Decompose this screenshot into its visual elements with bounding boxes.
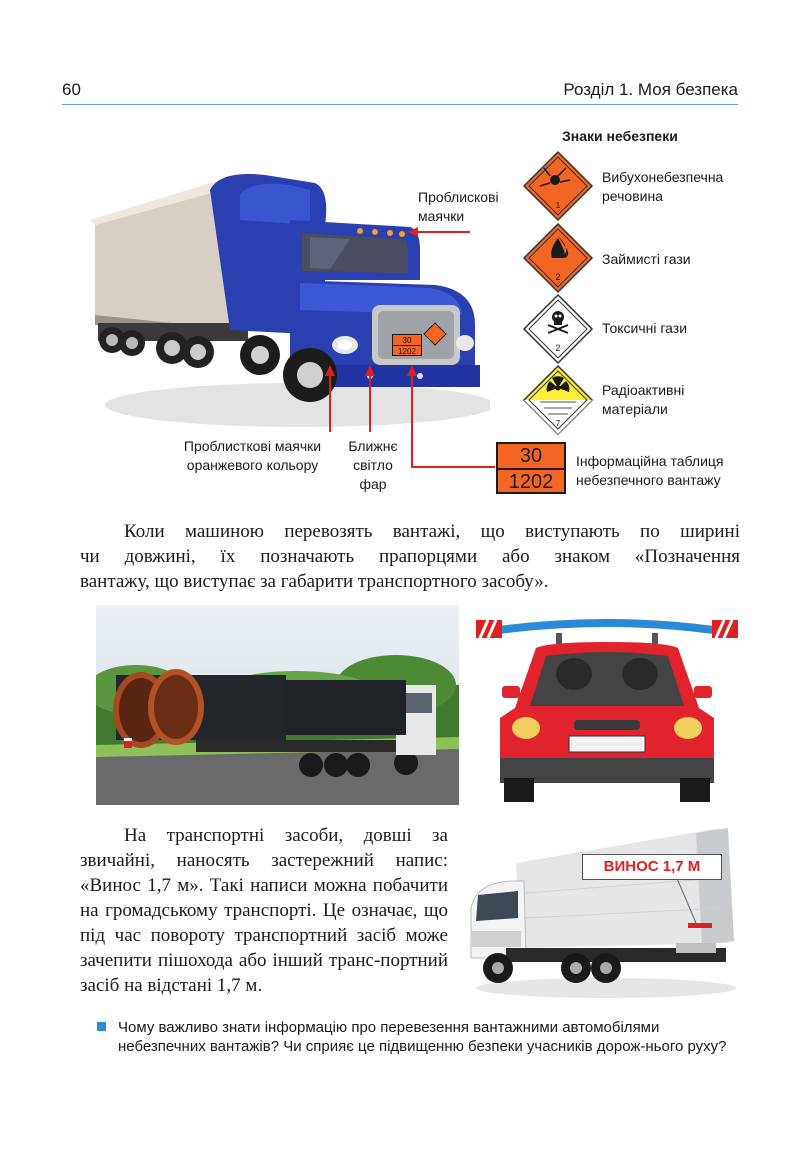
- toxic-gas-label-line1: Токсичні гази: [602, 320, 688, 336]
- orange-lights-label: [170, 437, 335, 475]
- paragraph1-line1: Коли машиною перевозять вантажі, що виступають по ширині: [124, 521, 740, 542]
- toxic-gas-sign-icon: [522, 293, 594, 365]
- beacons-label-line2: маячки: [418, 208, 465, 224]
- hazard-signs-title: Знаки небезпеки: [562, 128, 678, 144]
- explosive-class-number: 1: [555, 201, 561, 210]
- paragraph1-line3: вантажу, що виступає за габарити транспортного засобу».: [80, 571, 549, 592]
- info-plate-label-line2: небезпечного вантажу: [576, 472, 721, 488]
- beacons-label: [418, 188, 499, 226]
- discussion-question: Чому важливо знати інформацію про перевезення вантажними автомобілями небезпечних вантажів? Чи сприяє це підвищенню безпеки учасників дорож-нього руху?: [118, 1019, 727, 1055]
- explosive-label-line1: Вибухонебезпечна: [602, 169, 724, 185]
- radioactive-sign-icon: [522, 364, 594, 436]
- info-plate-top-number: 30: [498, 444, 564, 470]
- flammable-gas-label: [602, 250, 691, 269]
- low-beam-label-line1: Ближнє: [348, 438, 398, 454]
- page-number: 60: [62, 80, 81, 99]
- question-bullet-icon: [97, 1022, 106, 1031]
- orange-lights-label-line1: Проблисткові маячки: [183, 438, 322, 454]
- radioactive-label-line1: Радіоактивні: [602, 382, 685, 398]
- truck-plate-top-number: 30: [393, 335, 421, 346]
- explosive-label-line2: речовина: [602, 188, 663, 204]
- orange-lights-label-line2: оранжевого кольору: [186, 457, 319, 473]
- header-divider: [62, 104, 738, 105]
- van-overhang-photo: [466, 823, 738, 1001]
- flammable-gas-label-line1: Займисті гази: [602, 251, 691, 267]
- paragraph-overhang-warning: На транспортні засоби, довші за звичайні, наносять застережний напис: «Винос 1,7 м». Такі написи можна побачити на громадському транспорті. Це означає, що під час повороту транспортний засіб може зачепити пішохода або інший транс-портний засіб на відстані 1,7 м.: [80, 825, 448, 996]
- truck-plate-bottom-number: 1202: [398, 346, 416, 356]
- low-beam-label: [338, 437, 408, 494]
- toxic-gas-label: [602, 319, 687, 338]
- car-overhang-illustration: [474, 608, 740, 808]
- section-title: Розділ 1. Моя безпека: [563, 80, 738, 99]
- explosive-sign-icon: [522, 150, 594, 222]
- explosive-label: [602, 168, 723, 206]
- van-overhang-sign: ВИНОС 1,7 М: [582, 854, 722, 880]
- truck-hazard-plate: [392, 334, 422, 356]
- radioactive-label: [602, 381, 684, 419]
- toxic-class-number: 2: [555, 343, 561, 353]
- pipe-truck-photo: [96, 605, 459, 805]
- info-plate-label-line1: Інформаційна таблиця: [576, 453, 724, 469]
- radioactive-class-number: 7: [555, 419, 561, 428]
- beacons-label-line1: Проблискові: [418, 189, 499, 205]
- hazard-info-plate: [496, 442, 566, 494]
- paragraph1-line2: чи довжині, їх позначають прапорцями або знаком «Позначення: [80, 546, 740, 567]
- info-plate-label: [576, 452, 724, 490]
- low-beam-label-line2: світло: [353, 457, 393, 473]
- low-beam-label-line3: фар: [359, 476, 387, 492]
- paragraph-oversized-cargo: [80, 519, 740, 594]
- flammable-gas-sign-icon: [522, 222, 594, 294]
- flammable-class-number: 2: [555, 272, 561, 282]
- info-plate-bottom-number: 1202: [508, 470, 554, 493]
- radioactive-label-line2: матеріали: [602, 401, 668, 417]
